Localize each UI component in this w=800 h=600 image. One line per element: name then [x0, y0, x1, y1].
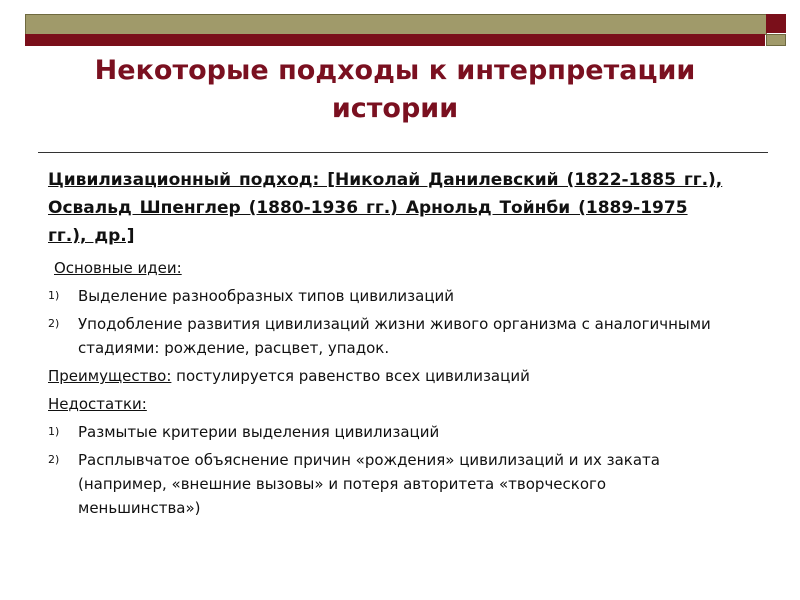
- main-idea-item: [48, 312, 728, 360]
- decorative-corner-square-olive: [766, 34, 786, 46]
- list-number: 2): [48, 317, 60, 330]
- drawbacks-label-line: [48, 392, 728, 416]
- slide-content: [48, 166, 728, 524]
- drawback-text: Размытые критерии выделения цивилизаций: [78, 423, 440, 441]
- main-ideas-label-text: Основные идеи:: [54, 259, 182, 277]
- main-ideas-label: [48, 256, 728, 280]
- advantage-label: Преимущество:: [48, 367, 172, 385]
- decorative-top-bar-maroon: [25, 34, 765, 46]
- advantage-text: постулируется равенство всех цивилизаций: [171, 367, 530, 385]
- drawback-item: [48, 420, 728, 444]
- title-divider: [38, 152, 768, 153]
- approach-heading: Цивилизационный подход: [Николай Данилевский (1822-1885 гг.), Освальд Шпенглер (1880-1936 гг.) Арнольд Тойнби (1889-1975 гг.), др.]: [48, 170, 723, 246]
- decorative-corner-square-maroon: [766, 14, 786, 33]
- list-number: 1): [48, 289, 60, 302]
- main-idea-item: [48, 284, 728, 308]
- drawback-item: [48, 448, 728, 520]
- list-number: 1): [48, 425, 60, 438]
- drawback-text: Расплывчатое объяснение причин «рождения» цивилизаций и их заката (например, «внешние вызовы» и потеря авторитета «творческого меньшинства»): [78, 451, 660, 517]
- main-idea-text: Уподобление развития цивилизаций жизни живого организма с аналогичными стадиями: рождение, расцвет, упадок.: [78, 315, 711, 357]
- list-number: 2): [48, 453, 60, 466]
- advantage-line: [48, 364, 728, 388]
- decorative-top-bar-olive: [25, 14, 767, 35]
- drawbacks-label: Недостатки:: [48, 395, 147, 413]
- slide-title: Некоторые подходы к интерпретации истории: [94, 55, 696, 124]
- main-idea-text: Выделение разнообразных типов цивилизаций: [78, 287, 455, 305]
